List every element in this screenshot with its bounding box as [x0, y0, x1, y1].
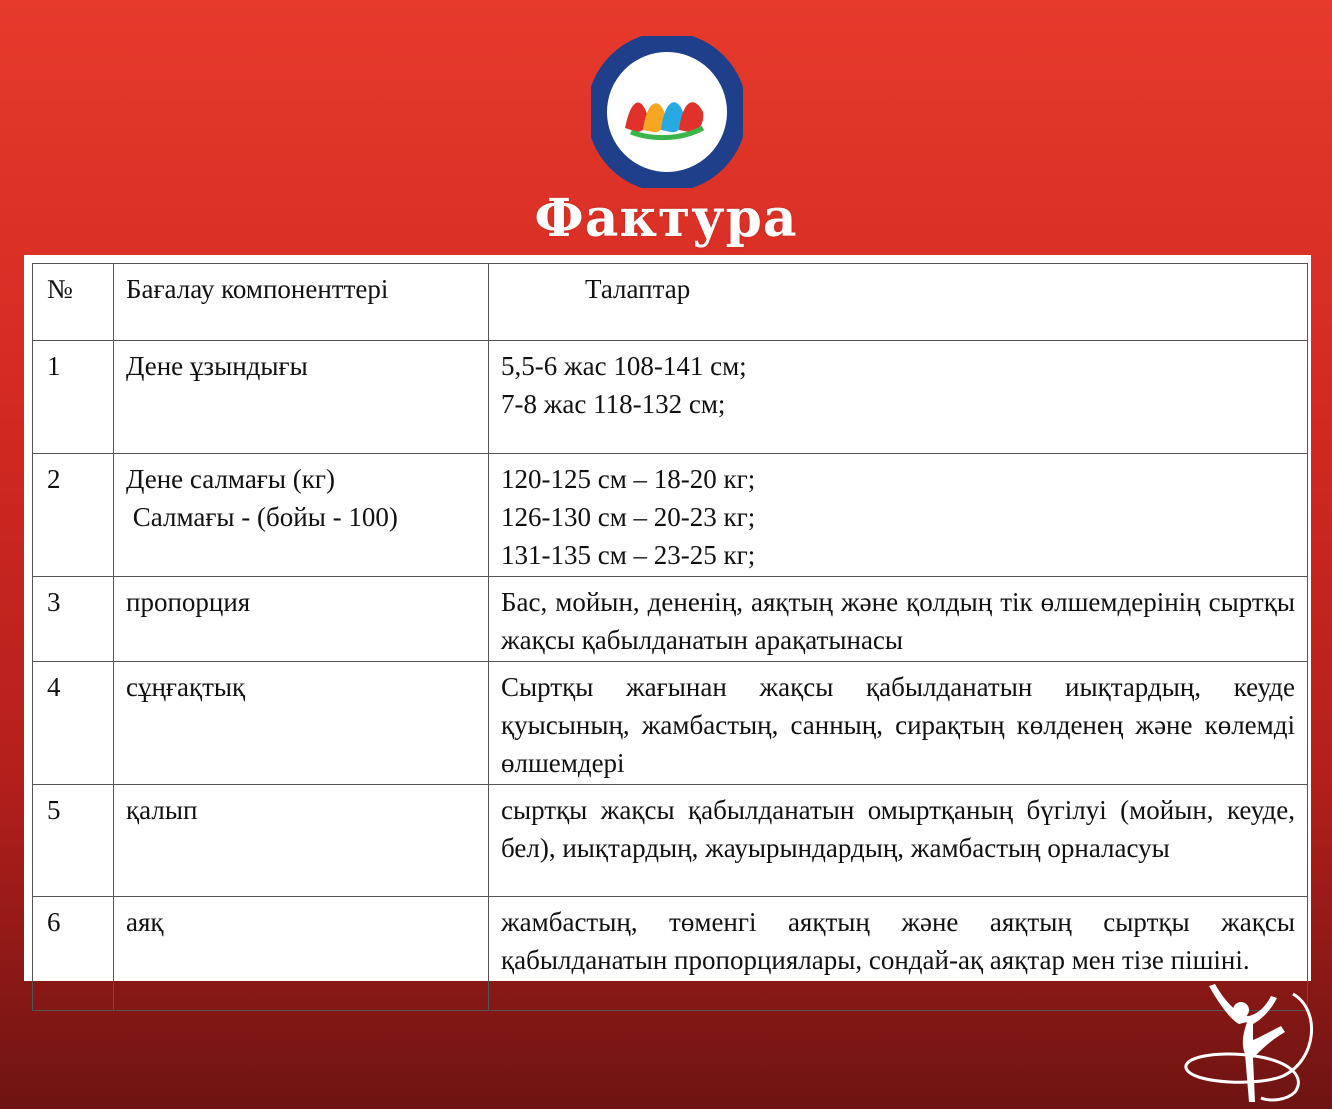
row-requirements: Сыртқы жағынан жақсы қабылданатын иықтардың, кеуде қуысының, жамбастың, санның, сирақтың көлденең және көлемді өлшемдері [489, 662, 1308, 785]
row-component: аяқ [114, 897, 489, 1011]
row-number: 5 [33, 785, 114, 897]
row-requirements: сыртқы жақсы қабылданатын омыртқаның бүгілуі (мойын, кеуде, бел), иықтардың, жауырындардың, жамбастың орналасуы [489, 785, 1308, 897]
row-component: сұңғақтық [114, 662, 489, 785]
row-component: Дене ұзындығы [114, 341, 489, 454]
header-component: Бағалау компоненттері [114, 264, 489, 341]
row-requirements: жамбастың, төменгі аяқтың және аяқтың сыртқы жақсы қабылданатын пропорциялары, сондай-ақ аяқтар мен тізе пішіні. [489, 897, 1308, 1011]
row-component: қалып [114, 785, 489, 897]
rhythmic-gymnast-icon [1175, 980, 1325, 1105]
requirements-table [32, 263, 1308, 1011]
row-component: Дене салмағы (кг) Салмағы - (бойы - 100) [114, 454, 489, 577]
header-requirements: Талаптар [489, 264, 1308, 341]
table-header-row [33, 264, 1308, 341]
row-number: 3 [33, 577, 114, 662]
row-requirements: 120-125 см – 18-20 кг; 126-130 см – 20-23 кг; 131-135 см – 23-25 кг; [489, 454, 1308, 577]
row-requirements: 5,5-6 жас 108-141 см; 7-8 жас 118-132 см; [489, 341, 1308, 454]
row-number: 6 [33, 897, 114, 1011]
table-row [33, 454, 1308, 577]
row-number: 1 [33, 341, 114, 454]
header-number: № [33, 264, 114, 341]
table-row [33, 662, 1308, 785]
row-number: 4 [33, 662, 114, 785]
table-row [33, 897, 1308, 1011]
table-row [33, 341, 1308, 454]
table-row [33, 785, 1308, 897]
row-number: 2 [33, 454, 114, 577]
row-component: пропорция [114, 577, 489, 662]
page-title: Фактура [534, 188, 798, 249]
school-logo [591, 36, 743, 188]
row-requirements: Бас, мойын, дененің, аяқтың және қолдың тік өлшемдерінің сыртқы жақсы қабылданатын арақатынасы [489, 577, 1308, 662]
table-row [33, 577, 1308, 662]
